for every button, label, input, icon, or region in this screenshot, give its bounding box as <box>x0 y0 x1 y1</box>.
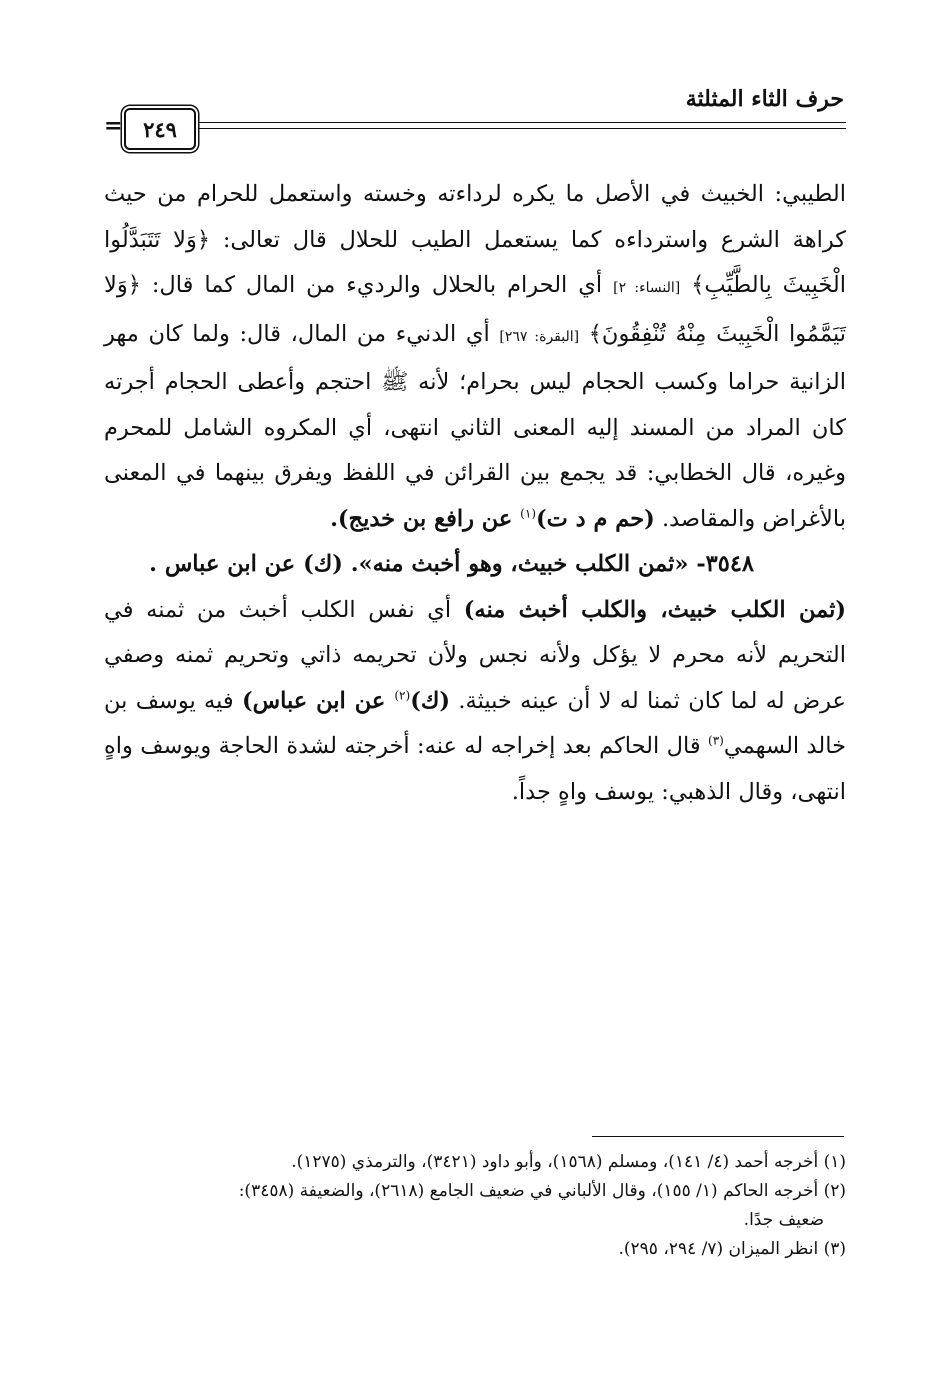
source-abbreviation: (حم م د ت) <box>536 505 655 532</box>
quran-reference: [النساء: ٢] <box>613 280 681 296</box>
footnote-rule <box>592 1136 844 1137</box>
narrator: عن ابن عباس) <box>241 687 395 714</box>
footnote-2-continuation: ضعيف جدًا. <box>743 1210 824 1230</box>
hadith-lemma: (ثمن الكلب خبيث، والكلب أخبث منه) <box>463 596 847 623</box>
commentary-paragraph-2: (ثمن الكلب خبيث، والكلب أخبث منه) أي نفس الكلب أخبث من ثمنه في التحريم لأنه محرم لا يؤكل ولأنه نجس ولأن تحريمه ذاتي وتحريم ثمنه وصفي عرض له لما كان ثمنا له لا أن عينه خبيثة. (ك)$^{(٢)}$ عن ابن عباس) فيه يوسف بن خالد السهمي$^{(٣)}$ قال الحاكم بعد إخراجه له عنه: أخرجته لشدة الحاجة ويوسف واهٍ انتهى، وقال الذهبي: يوسف واهٍ جداً. <box>104 596 847 805</box>
footnotes <box>104 1148 846 1264</box>
hadith-entry: ٣٥٤٨- «ثمن الكلب خبيث، وهو أخبث منه». (ك) عن ابن عباس . <box>149 551 754 577</box>
narrator: عن رافع بن خديج). <box>330 505 521 532</box>
footnote-marker: (٣) <box>708 733 724 748</box>
header-rule <box>196 122 846 129</box>
source-abbreviation: (ك) <box>410 687 451 714</box>
main-text <box>104 172 846 815</box>
page-number: ٢٤٩ <box>124 108 196 150</box>
footnote-3: (٣) انظر الميزان (٧/ ٢٩٤، ٢٩٥). <box>618 1239 846 1259</box>
page-number-dash: = <box>104 113 123 139</box>
footnote-1: (١) أخرجه أحمد (٤/ ١٤١)، ومسلم (١٥٦٨)، وأبو داود (٣٤٢١)، والترمذي (١٢٧٥). <box>291 1152 846 1172</box>
footnote-marker: (١) <box>520 506 536 520</box>
running-title: حرف الثاء المثلثة <box>685 86 844 112</box>
footnote-marker: (٢) <box>394 688 411 702</box>
quran-reference: [البقرة: ٢٦٧] <box>499 328 580 345</box>
commentary-paragraph-1: الطيبي: الخبيث في الأصل ما يكره لرداءته وخسته واستعمل للحرام من حيث كراهة الشرع واسترداءه كما يستعمل الطيب للحلال قال تعالى: ﴿وَلا تَتَبَدَّلُوا الْخَبِيثَ بِالطَّيِّبِ﴾ [النساء: ٢] أي الحرام بالحلال والرديء من المال كما قال: ﴿وَلا تَيَمَّمُوا الْخَبِيثَ مِنْهُ تُنْفِقُونَ﴾ [البقرة: ٢٦٧] أي الدنيء من المال، قال: ولما كان مهر الزانية حراما وكسب الحجام ليس بحرام؛ لأنه ﷺ احتجم وأعطى الحجام أجرته كان المراد من المسند إليه المعنى الثاني انتهى، أي المكروه الشامل للمحرم وغيره، قال الخطابي: قد يجمع بين القرائن في اللفظ ويفرق بينهما في المعنى بالأغراض والمقاصد. (حم م د ت)$^{(١)}$ عن رافع بن خديج). <box>104 181 846 532</box>
footnote-2: (٢) أخرجه الحاكم (١/ ١٥٥)، وقال الألباني في ضعيف الجامع (٢٦١٨)، والضعيفة (٣٤٥٨): <box>238 1181 846 1201</box>
